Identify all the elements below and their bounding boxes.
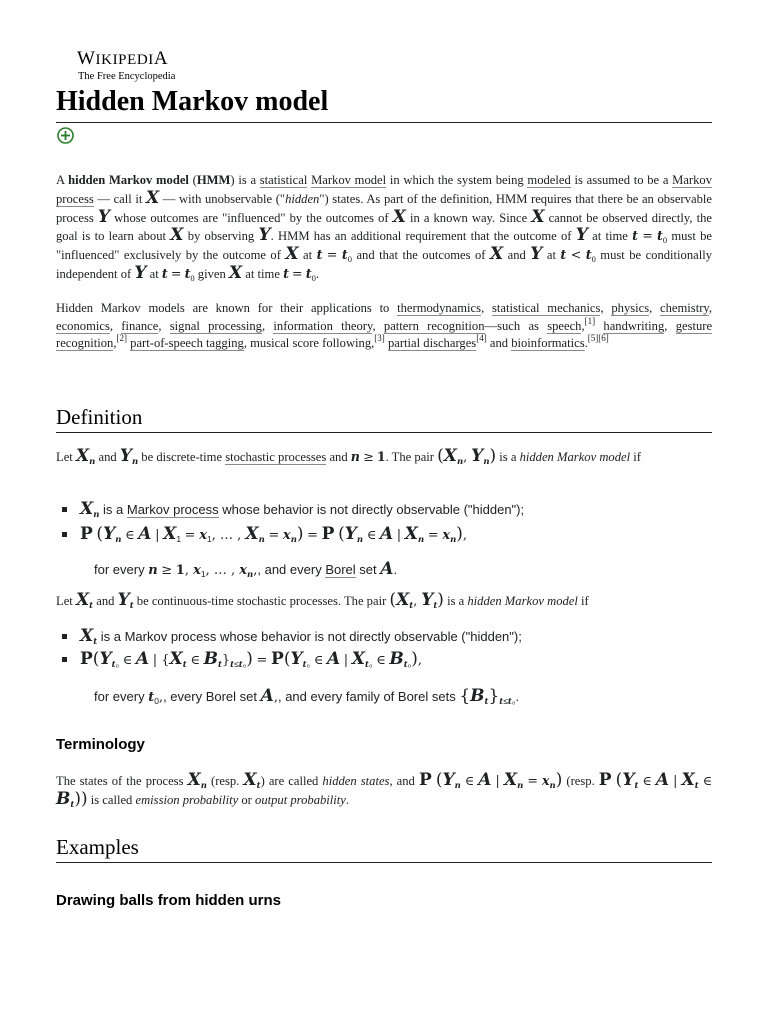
link-markov-process-2[interactable]: Markov process	[126, 502, 219, 517]
link-partial-discharges[interactable]: partial discharges	[387, 336, 477, 351]
link-physics[interactable]: physics	[611, 300, 650, 315]
link-borel[interactable]: Borel	[325, 562, 356, 577]
list-item: P ($Y_n$ ∈ A | $X_1 = x_1$, … , $X_n = x_n) = P$ ($Y_n$ ∈ A | $X_n = x_n$),	[56, 524, 712, 546]
definition-continuous-condition: for every $t_0$,, every Borel set A,, and every family of Borel sets $\{B_t\}_{t\le t_0}$.	[94, 686, 519, 707]
link-markov-process[interactable]: Markov process	[56, 173, 713, 206]
heading-drawing-balls: Drawing balls from hidden urns	[56, 892, 282, 909]
heading-examples: Examples	[56, 832, 712, 863]
link-economics[interactable]: economics	[56, 318, 110, 333]
link-bioinformatics[interactable]: bioinformatics	[511, 336, 585, 351]
link-gesture-recognition[interactable]: gesture recognition	[56, 318, 713, 351]
terminology-paragraph: The states of the process $X_n$ (resp. $X_t$) are called hidden states, and P ($Y_n$ ∈ A | $X_n = x_n$) (resp. P ($Y_t$ ∈ A | $X_t$ ∈ $B_t$)) is called emission probability or output probability.	[56, 770, 713, 810]
intro-paragraph-1: A hidden Markov model (HMM) is a statistical Markov model in which the system being modeled is assumed to be a Markov process — call it X — with unobservable ("hidden") states. As part of the definition, HMM requires that there be an observable process Y whose outcomes are "influenced" by the outcomes of X in a known way. Since X cannot be observed directly, the goal is to learn about X by observing Y. HMM has an additional requirement that the outcome of Y at time $t = t_0$ must be "influenced" exclusively by the outcome of X at $t = t_0$ and that the outcomes of X and Y at $t < t_0$ must be conditionally independent of Y at $t = t_0$ given X at time $t = t_0$.	[56, 173, 713, 283]
link-speech[interactable]: speech	[547, 318, 582, 333]
link-pattern-recognition[interactable]: pattern recognition	[383, 318, 485, 333]
definition-discrete-list	[56, 499, 712, 546]
link-finance[interactable]: finance	[121, 318, 159, 333]
definition-continuous-intro: Let $X_t$ and $Y_t$ be continuous-time stochastic processes. The pair ($X_t$, $Y_t$) is a hidden Markov model if	[56, 590, 589, 611]
heading-definition: Definition	[56, 402, 712, 433]
ref-2[interactable]: [2]	[116, 333, 128, 344]
wikipedia-logo[interactable]	[77, 48, 257, 83]
link-markov-model[interactable]: Markov model	[311, 173, 387, 187]
link-signal-processing[interactable]: signal processing	[169, 318, 262, 333]
ref-3[interactable]: [3]	[374, 333, 385, 344]
ref-5[interactable]: [5]	[587, 333, 599, 344]
link-stochastic-processes[interactable]: stochastic processes	[225, 450, 327, 464]
link-chemistry[interactable]: chemistry	[660, 300, 709, 315]
definition-discrete-condition: for every n ≥ 1, $x_1$, … , $x_n$,, and every Borel set A.	[94, 559, 398, 580]
page-title: Hidden Markov model	[56, 82, 712, 123]
link-thermodynamics[interactable]: thermodynamics	[397, 300, 482, 315]
link-handwriting[interactable]: handwriting	[603, 318, 665, 333]
ref-1[interactable]: [1]	[584, 315, 596, 326]
link-statistical-mechanics[interactable]: statistical mechanics	[491, 300, 601, 315]
definition-discrete-intro: Let $X_n$ and $Y_n$ be discrete-time stochastic processes and n ≥ 1. The pair ($X_n$, $Y_n$) is a hidden Markov model if	[56, 446, 641, 467]
add-plus-icon[interactable]	[57, 127, 74, 144]
link-information-theory[interactable]: information theory	[273, 318, 373, 333]
heading-terminology: Terminology	[56, 736, 145, 753]
logo-tagline: The Free Encyclopedia	[78, 71, 176, 82]
logo-wordmark: WIKIPEDIA	[77, 48, 169, 69]
link-modeled[interactable]: modeled	[527, 173, 571, 187]
list-item: $X_n$ is a Markov process whose behavior is not directly observable ("hidden");	[56, 499, 712, 520]
ref-6[interactable]: [6]	[598, 333, 609, 344]
ref-4[interactable]: [4]	[476, 333, 487, 344]
intro-paragraph-2: Hidden Markov models are known for their applications to thermodynamics, statistical mechanics, physics, chemistry, economics, finance, signal processing, information theory, pattern recognition—such as speech,[1] handwriting, gesture recognition,[2] part-of-speech tagging, musical score following,[3] partial discharges[4] and bioinformatics.[5][6]	[56, 300, 713, 351]
list-item: $X_t$ is a Markov process whose behavior is not directly observable ("hidden");	[56, 626, 712, 647]
list-item: $P(Y_{t_0}$ ∈ A | {$X_t$ ∈ $B_t\}_{t\le t_0}) = P(Y_{t_0}$ ∈ A | $X_{t_0}$ ∈ $B_{t_0}$),	[56, 649, 712, 671]
link-statistical[interactable]: statistical	[259, 173, 308, 187]
definition-continuous-list	[56, 626, 712, 671]
link-pos-tagging[interactable]: part-of-speech tagging	[130, 336, 244, 351]
article-body	[56, 172, 712, 353]
